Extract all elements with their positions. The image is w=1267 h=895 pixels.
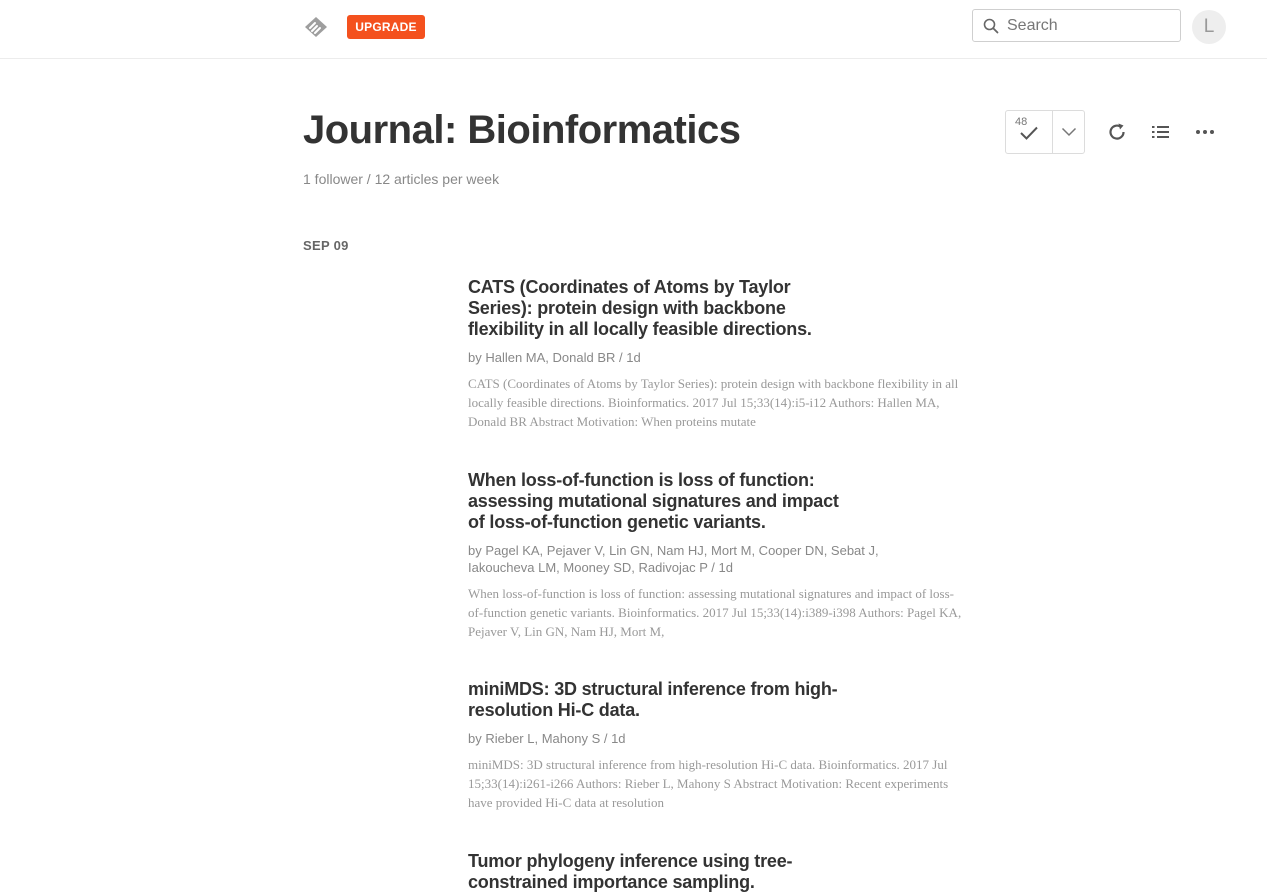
article-summary: When loss-of-function is loss of function: assessing mutational signatures and impact of loss-of-function genetic variants. Bioinformatics. 2017 Jul 15;33(14):i389-i398 Authors: Pagel KA, Pejaver V, Lin GN, Nam HJ, Mort M, [468, 586, 962, 639]
article-entry[interactable] [468, 277, 968, 431]
refresh-icon [1107, 122, 1127, 142]
article-summary: CATS (Coordinates of Atoms by Taylor Series): protein design with backbone flexibility in all locally feasible directions. Bioinformatics. 2017 Jul 15;33(14):i5-i12 Authors: Hallen MA, Donald BR Abstract Motivation: When proteins mutate [468, 376, 959, 429]
date-section-label: SEP 09 [303, 238, 349, 253]
refresh-button[interactable] [1106, 121, 1128, 143]
unread-count: 48 [1015, 116, 1028, 128]
feed-subtitle: 1 follower / 12 articles per week [303, 171, 500, 187]
layout-toggle-button[interactable] [1150, 121, 1172, 143]
article-meta: by Hallen MA, Donald BR / 1d [468, 350, 641, 365]
article-entry[interactable] [468, 851, 968, 893]
list-view-icon [1151, 124, 1171, 140]
article-title[interactable]: When loss-of-function is loss of function: assessing mutational signatures and impact of loss-of-function genetic variants. [468, 470, 839, 532]
more-horizontal-icon [1195, 129, 1215, 135]
article-entry[interactable] [468, 679, 968, 812]
chevron-down-icon [1061, 127, 1077, 137]
search-box[interactable] [972, 9, 1181, 42]
checkmark-icon [1019, 125, 1039, 141]
feedly-logo-icon[interactable] [303, 16, 329, 38]
article-summary: miniMDS: 3D structural inference from high-resolution Hi-C data. Bioinformatics. 2017 Jul 15;33(14):i261-i266 Authors: Rieber L, Mahony S Abstract Motivation: Recent experiments have provided Hi-C data at resolution [468, 757, 949, 810]
search-icon [983, 18, 999, 34]
page-title: Journal: Bioinformatics [303, 108, 741, 152]
article-title[interactable]: miniMDS: 3D structural inference from high-resolution Hi-C data. [468, 679, 838, 720]
mark-as-read-control [1005, 110, 1085, 154]
article-entry[interactable] [468, 470, 968, 641]
more-options-button[interactable] [1194, 121, 1216, 143]
mark-as-read-dropdown[interactable] [1053, 111, 1084, 153]
article-title[interactable]: CATS (Coordinates of Atoms by Taylor Series): protein design with backbone flexibility in all locally feasible directions. [468, 277, 812, 339]
article-meta: by Rieber L, Mahony S / 1d [468, 731, 626, 746]
top-bar [0, 0, 1267, 59]
user-avatar[interactable]: L [1192, 10, 1226, 44]
mark-as-read-button[interactable] [1006, 111, 1053, 153]
article-title[interactable]: Tumor phylogeny inference using tree-constrained importance sampling. [468, 851, 793, 892]
upgrade-button[interactable]: UPGRADE [347, 15, 425, 39]
search-input[interactable] [1005, 16, 1169, 36]
article-meta: by Pagel KA, Pejaver V, Lin GN, Nam HJ, Mort M, Cooper DN, Sebat J, Iakoucheva LM, Mooney SD, Radivojac P / 1d [468, 543, 879, 575]
